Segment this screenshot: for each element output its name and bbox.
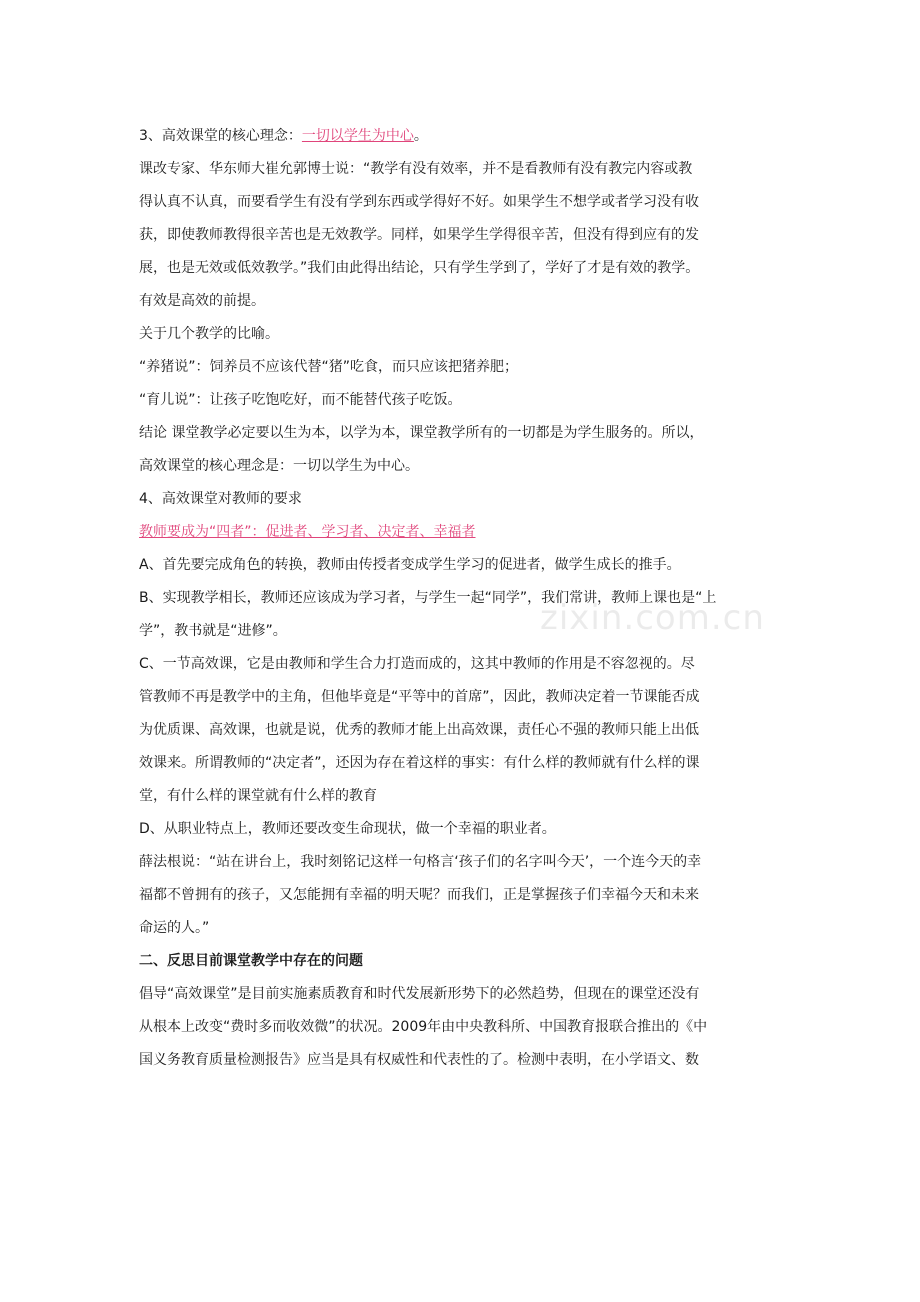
paragraph-line: 得认真不认真，而要看学生有没有学到东西或学得好不好。如果学生不想学或者学习没有收 xyxy=(139,194,699,210)
paragraph-line: 高效课堂的核心理念是：一切以学生为中心。 xyxy=(139,458,419,474)
paragraph-line: 效课来。所谓教师的“决定者”，还因为存在着这样的事实：有什么样的教师就有什么样的课 xyxy=(139,755,700,771)
section-3-title: 3、高效课堂的核心理念：一切以学生为中心。 xyxy=(139,128,428,144)
paragraph-line: 国义务教育质量检测报告》应当是具有权威性和代表性的了。检测中表明，在小学语文、数 xyxy=(139,1052,699,1068)
watermark: zixin.com.cn xyxy=(540,598,765,638)
paragraph-line: 薛法根说：“站在讲台上，我时刻铭记这样一句格言‘孩子们的名字叫今天’，一个连今天的幸 xyxy=(139,854,702,870)
paragraph-line: “养猪说”：饲养员不应该代替“猪”吃食，而只应该把猪养肥； xyxy=(139,359,519,375)
paragraph-line: 堂，有什么样的课堂就有什么样的教育 xyxy=(139,788,377,804)
paragraph-line: D、从职业特点上，教师还要改变生命现状，做一个幸福的职业者。 xyxy=(139,821,556,837)
section-heading: 二、反思目前课堂教学中存在的问题 xyxy=(139,953,363,969)
paragraph-line: 从根本上改变“费时多而收效微”的状况。2009年由中央教科所、中国教育报联合推出的《中 xyxy=(139,1019,708,1035)
paragraph-line: 为优质课、高效课，也就是说，优秀的教师才能上出高效课，责任心不强的教师只能上出低 xyxy=(139,722,699,738)
paragraph-line: 获，即使教师教得很辛苦也是无效教学。同样，如果学生学得很辛苦，但没有得到应有的发 xyxy=(139,227,699,243)
paragraph-line: 有效是高效的前提。 xyxy=(139,293,265,309)
paragraph-line: 学”，教书就是“进修”。 xyxy=(139,623,287,639)
paragraph-line: 命运的人。” xyxy=(139,920,210,936)
paragraph-line: C、一节高效课，它是由教师和学生合力打造而成的，这其中教师的作用是不容忽视的。尽 xyxy=(139,656,695,672)
paragraph-line: 倡导“高效课堂”是目前实施素质教育和时代发展新形势下的必然趋势，但现在的课堂还没有 xyxy=(139,986,700,1002)
paragraph-line: 管教师不再是教学中的主角，但他毕竟是“平等中的首席”，因此，教师决定着一节课能否成 xyxy=(139,689,700,705)
paragraph-line: B、实现教学相长，教师还应该成为学习者，与学生一起“同学”，我们常讲，教师上课也是“上 xyxy=(139,590,717,606)
paragraph-line: A、首先要完成角色的转换，教师由传授者变成学生学习的促进者，做学生成长的推手。 xyxy=(139,557,681,573)
paragraph-line: 福都不曾拥有的孩子，又怎能拥有幸福的明天呢？而我们，正是掌握孩子们幸福今天和未来 xyxy=(139,887,699,903)
paragraph-line: 展，也是无效或低效教学。”我们由此得出结论，只有学生学到了，学好了才是有效的教学。 xyxy=(139,260,700,276)
core-idea-highlight: 一切以学生为中心 xyxy=(301,128,414,144)
paragraph-line: “育儿说”：让孩子吃饱吃好，而不能替代孩子吃饭。 xyxy=(139,392,462,408)
paragraph-line: 课改专家、华东师大崔允郭博士说：“教学有没有效率，并不是看教师有没有教完内容或教 xyxy=(139,161,693,177)
paragraph-line: 结论 课堂教学必定要以生为本，以学为本，课堂教学所有的一切都是为学生服务的。所以， xyxy=(139,425,704,441)
four-roles-highlight: 教师要成为“四者”：促进者、学习者、决定者、幸福者 xyxy=(139,524,476,540)
section-4-title: 4、高效课堂对教师的要求 xyxy=(139,491,302,507)
paragraph-line: 关于几个教学的比喻。 xyxy=(139,326,279,342)
